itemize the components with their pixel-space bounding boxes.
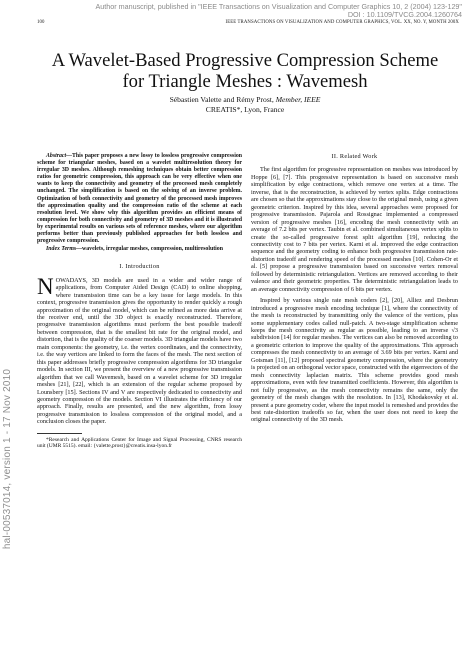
author-affiliation: CREATIS*, Lyon, France [205, 105, 285, 114]
drop-cap: N [37, 273, 54, 299]
author-membership: Member, IEEE [275, 95, 321, 104]
title-line-1: A Wavelet-Based Progressive Compression Scheme [51, 50, 439, 71]
abstract [37, 153, 242, 245]
abstract-label: Abstract [46, 153, 67, 159]
paper-title [30, 50, 460, 92]
left-column [37, 153, 242, 450]
manuscript-banner [22, 3, 462, 19]
index-terms [37, 246, 242, 253]
right-column [251, 153, 458, 424]
page-number: 100 [37, 20, 45, 25]
banner-line-1: Author manuscript, published in "IEEE Transactions on Visualization and Computer Graphics 10, 2 (2004) 123-129" [95, 2, 462, 11]
banner-line-2: DOI : 10.1109/TVCG.2004.1260764 [347, 10, 462, 20]
index-terms-label: Index Terms [46, 246, 77, 253]
author-block [30, 95, 460, 114]
footnote: *Research and Applications Center for Image and Signal Processing, CNRS research unit (UMR 5515). email: {valette,prost}@creatis.insa-lyon.fr [37, 436, 242, 450]
intro-text: OWADAYS, 3D models are used in a wider and wider range of applications, from Computer Aided Design (CAD) to online shopping, where transmission time can be a key issue for large models. In this context, progressive transmission gives the opportunity to render quickly a rough approximation of the original model, which can be refined as more data arrive at the receiver end, until the 3D object is exactly reconstructed. Therefore, progressive transmission algorithms must perform the best possible tradeoff between compression, that is the smallest bit rate for the original model, and distortion, that is the quality of the coarser models. 3D triangular models have two main components: the geometry, i.e. the vertex coordinates, and the connectivity, i.e. the way vertices are linked to form the faces of the mesh. The next section of this paper addresses briefly progressive compression algorithms for 3D triangular models. In section III, we present the overview of a new progressive transmission algorithm that we call Wavemesh, based on a wavelet scheme for 3D irregular meshes [21], [22], which is an extension of the regular scheme proposed by Lounsbery [15]. Sections IV and V are respectively dedicated to connectivity and geometry compression of the models. Section VI illustrates the efficiency of our approach. Finally, results are presented, and the new algorithm, from lossy progressive transmission to lossless compression of the original model, and a conclusion closes the paper. [37, 276, 242, 426]
footnote-rule [37, 433, 82, 434]
related-paragraph-2: Inspired by various single rate mesh coders [2], [20], Alliez and Desbrun introduced a progressive mesh encoding technique [1], where the connectivity of the mesh is reconstructed by transmitting only the valence of the vertices, plus some supplementary codes called null-patch. A two-stage simplification scheme keeps the mesh connectivity as regular as possible, leading to an inverse √3 subdivision [14] for regular meshes. The vertices can also be removed according to a geometric criterion to improve the quality of the approximations. This approach compresses the mesh connectivity to an average of 3.69 bits per vertex. Karni and Gotsman [11], [12] proposed spectral geometry compression, where the geometry is projected on an orthogonal vector space, constructed with the eigenvectors of the mesh connectivity laplacian matrix. This scheme provides good mesh approximations, even with few transmitted coefficients. However, this algorithm is not fully progressive, as the mesh connectivity remains the same, only the geometry of the mesh changes with the resolution. In [13], Khodakovsky et al. present a pure geometry coder, where the input model is remeshed and provides the best rate-distortion tradeoffs so far, when the user does not need to keep the original connectivity of the 3D mesh. [251, 297, 458, 424]
hal-identifier: hal-00537014, version 1 - 17 Nov 2010 [2, 368, 13, 550]
related-paragraph-1: The first algorithm for progressive representation on meshes was introduced by Hoppe [6], [7]. This progressive representation is based on successive mesh simplification by edge contractions, which remove one vertex at a time. The inverse, that is the reconstruction, is achieved by vertex splits. Edge contractions are chosen so that the approximations stay close to the original mesh, using a given geometric criterion. Inspired by this idea, several approaches were proposed for progressive transmission. Pajarola and Rossignac implemented a compressed version of progressive meshes [16], encoding the mesh connectivity with an average of 7.2 bits per vertex. Taubin et al. combined simultaneous vertex splits to create the so-called progressive forest split algorithm [19], reducing the connectivity cost to 7 bits per vertex. Karni et al. improved the edge contraction sequence and the geometry coding to enhance both progressive transmission rate-distortion tradeoff and rendering speed of the processed meshes [10]. Cohen-Or et al. [5] propose a progressive transmission based on successive vertex removal followed by deterministic retriangulation. Vertices are removed according to their valence and their geometric properties. The deterministic retriangulation leads to an average connectivity compression of 6 bits per vertex. [251, 166, 458, 293]
journal-header: IEEE TRANSACTIONS ON VISUALIZATION AND COMPUTER GRAPHICS, VOL. XX, NO. Y, MONTH 200X [225, 20, 459, 25]
abstract-text: —This paper proposes a new lossy to lossless progressive compression scheme for triangular meshes, based on a wavelet multiresolution theory for irregular 3D meshes. Although remeshing techniques obtain better compression ratios for geometric compression, this approach can be very effective when one wants to keep the connectivity and geometry of the processed mesh completely unchanged. The simplification is based on the solving of an inverse problem. Optimization of both connectivity and geometry of the processed mesh improves the approximation quality and the compression ratio of the scheme at each resolution level. We show why this algorithm provides an efficient means of compression for both connectivity and geometry of 3D meshes and it is illustrated by experimental results on various sets of reference meshes, where our algorithm performs better than previously published approaches for both lossless and progressive compression. [37, 153, 242, 245]
intro-paragraph [37, 273, 242, 426]
section-heading-introduction: I. Introduction [119, 263, 160, 271]
section-heading-related-work: II. Related Work [331, 153, 378, 160]
index-terms-text: —wavelets, irregular meshes, compression, multiresolution [76, 246, 223, 253]
title-line-2: for Triangle Meshes : Wavemesh [122, 71, 368, 92]
author-names: Sébastien Valette and Rémy Prost, [169, 95, 274, 104]
